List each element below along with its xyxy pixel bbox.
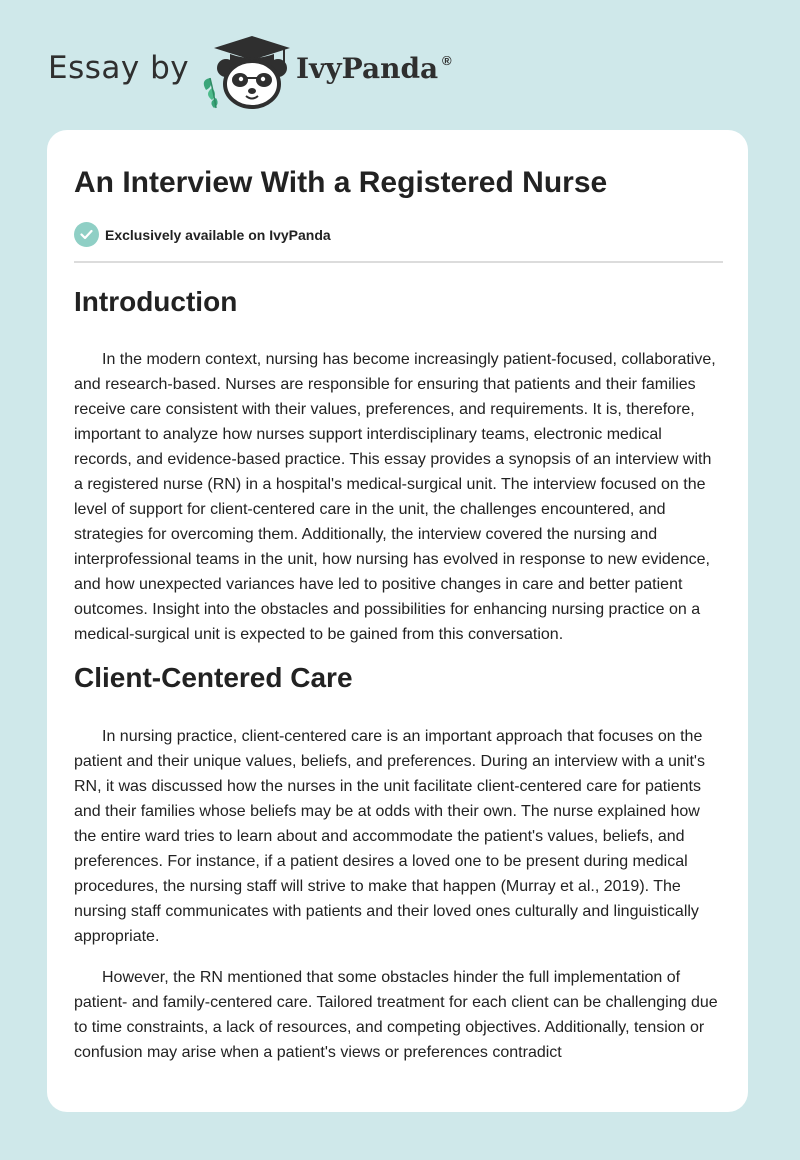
exclusive-badge [74,222,331,247]
section-heading-introduction: Introduction [74,286,238,317]
ivypanda-panda-logo[interactable] [200,34,294,110]
check-icon [74,222,99,247]
site-header [0,0,800,128]
essay-content [74,280,724,1065]
paragraph-client-centered-1: In nursing practice, client-centered care is an important approach that focuses on the patient and their unique values, beliefs, and preferences. During an interview with a unit's RN, it was discussed how the nurses in the unit facilitate client-centered care for patients and their families whose beliefs may be at odds with their own. The nurse explained how the entire ward tries to learn about and accommodate the patient's values, beliefs, and preferences. For instance, if a patient desires a loved one to be present during medical procedures, the nursing staff will strive to make that happen (Murray et al., 2019). The nursing staff communicates with patients and their loved ones culturally and linguistically appropriate. [74,728,705,945]
title-divider [74,261,723,263]
essay-title: An Interview With a Registered Nurse [74,166,608,199]
essay-card [47,130,748,1112]
brand-name[interactable]: IvyPanda [296,52,439,85]
badge-text: Exclusively available on IvyPanda [105,226,331,243]
section-heading-client-centered-care: Client-Centered Care [74,662,353,693]
paragraph-introduction: In the modern context, nursing has become increasingly patient-focused, collaborative, and research-based. Nurses are responsible for ensuring that patients and their families receive care consistent with their values, preferences, and requirements. It is, therefore, important to analyze how nurses support interdisciplinary teams, electronic medical records, and evidence-based practice. This essay provides a synopsis of an interview with a registered nurse (RN) in a hospital's medical-surgical unit. The interview focused on the level of support for client-centered care in the unit, the challenges encountered, and strategies for overcoming them. Additionally, the interview covered the nursing and interprofessional teams in the unit, how nursing has evolved in response to new evidence, and how unexpected variances have led to positive changes in care and better patient outcomes. Insight into the obstacles and possibilities for enhancing nursing practice on a medical-surgical unit is expected to be gained from this conversation. [74,351,716,643]
paragraph-client-centered-2: However, the RN mentioned that some obstacles hinder the full implementation of patient- and family-centered care. Tailored treatment for each client can be challenging due to time constraints, a lack of resources, and competing objectives. Additionally, tension or confusion may arise when a patient's views or preferences contradict [74,969,718,1061]
brand-prefix: Essay by [48,50,190,86]
registered-mark: ® [442,53,452,68]
